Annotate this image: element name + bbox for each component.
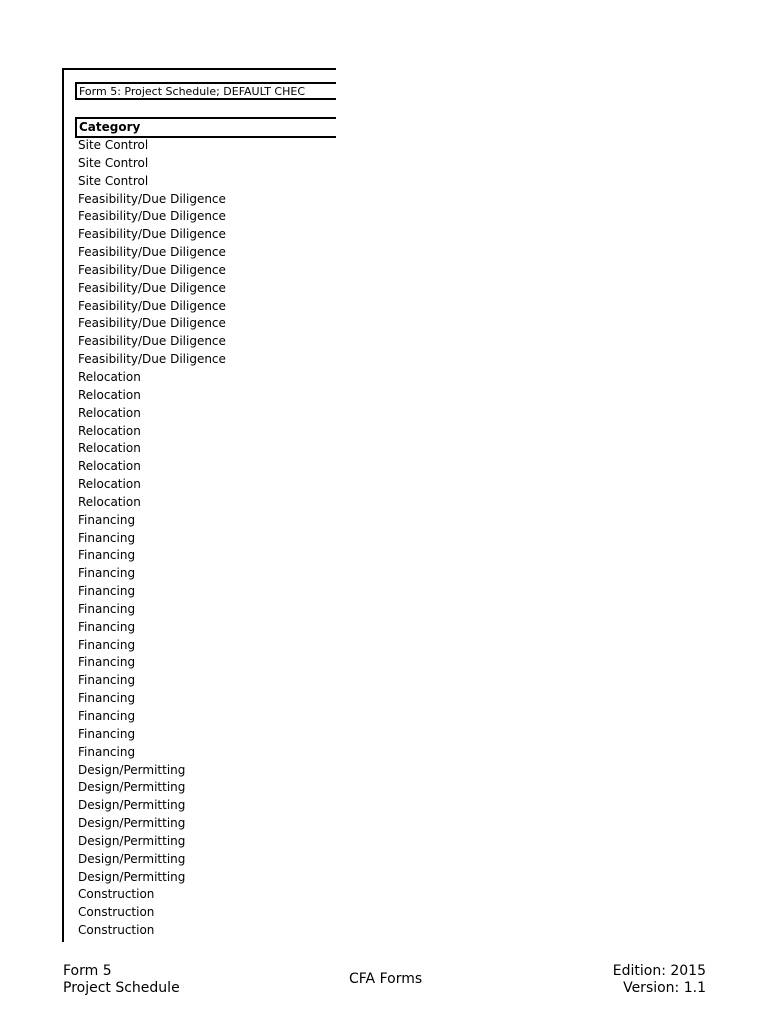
category-cell: Financing — [78, 530, 136, 545]
category-cell: Relocation — [78, 459, 141, 474]
category-cell: Construction — [78, 887, 155, 902]
footer-center-label: CFA Forms — [349, 971, 423, 987]
category-cell: Relocation — [78, 494, 141, 509]
category-cell: Site Control — [78, 138, 149, 152]
category-cell: Feasibility/Due Diligence — [78, 334, 226, 349]
category-cell: Relocation — [78, 387, 141, 402]
category-cell: Financing — [78, 744, 136, 759]
category-cell: Financing — [78, 709, 136, 723]
category-cell: Financing — [78, 637, 136, 652]
page-left-border — [62, 68, 64, 942]
category-cell: Financing — [78, 601, 136, 616]
category-cell: Feasibility/Due Diligence — [78, 352, 226, 367]
category-cell: Site Control — [78, 155, 149, 170]
category-cell: Relocation — [78, 405, 141, 420]
category-cell: Design/Permitting — [78, 762, 186, 777]
category-cell: Feasibility/Due Diligence — [78, 191, 226, 206]
category-cell: Construction — [78, 905, 155, 920]
category-cell: Relocation — [78, 441, 141, 456]
category-cell: Financing — [78, 512, 136, 527]
category-cell: Design/Permitting — [78, 833, 186, 848]
footer-form-name: Project Schedule — [63, 980, 180, 996]
category-cell: Site Control — [78, 173, 149, 188]
category-cell: Feasibility/Due Diligence — [78, 280, 226, 295]
category-cell: Financing — [78, 584, 136, 599]
category-cell: Design/Permitting — [78, 816, 186, 831]
category-cell: Financing — [78, 691, 136, 706]
category-column-header: Category — [75, 117, 336, 138]
category-cell: Feasibility/Due Diligence — [78, 227, 226, 242]
category-cell: Relocation — [78, 369, 141, 384]
category-cell: Financing — [78, 726, 136, 741]
category-cell: Design/Permitting — [78, 780, 186, 795]
category-cell: Relocation — [78, 477, 141, 492]
page-top-border — [62, 68, 336, 70]
category-cell: Construction — [78, 923, 155, 938]
category-cell: Feasibility/Due Diligence — [78, 245, 226, 260]
category-cell: Financing — [78, 548, 136, 563]
category-cell: Feasibility/Due Diligence — [78, 298, 226, 313]
category-cell: Design/Permitting — [78, 798, 186, 813]
footer-form-number: Form 5 — [63, 963, 112, 979]
category-cell: Feasibility/Due Diligence — [78, 209, 226, 224]
category-cell: Feasibility/Due Diligence — [78, 262, 226, 277]
category-cell: Financing — [78, 673, 136, 688]
footer-version: Version: 1.1 — [623, 980, 706, 996]
footer-right — [613, 963, 706, 997]
category-cell: Financing — [78, 655, 136, 670]
category-cell: Feasibility/Due Diligence — [78, 316, 226, 331]
category-cell: Design/Permitting — [78, 869, 186, 884]
footer-left — [63, 963, 180, 997]
footer-edition: Edition: 2015 — [612, 963, 706, 979]
form-title: Form 5: Project Schedule; DEFAULT CHEC — [75, 82, 336, 100]
category-cell: Design/Permitting — [78, 851, 186, 866]
category-cell: Relocation — [78, 423, 141, 438]
category-cell: Financing — [78, 619, 136, 634]
category-cell: Financing — [78, 566, 136, 581]
category-list — [78, 137, 336, 940]
